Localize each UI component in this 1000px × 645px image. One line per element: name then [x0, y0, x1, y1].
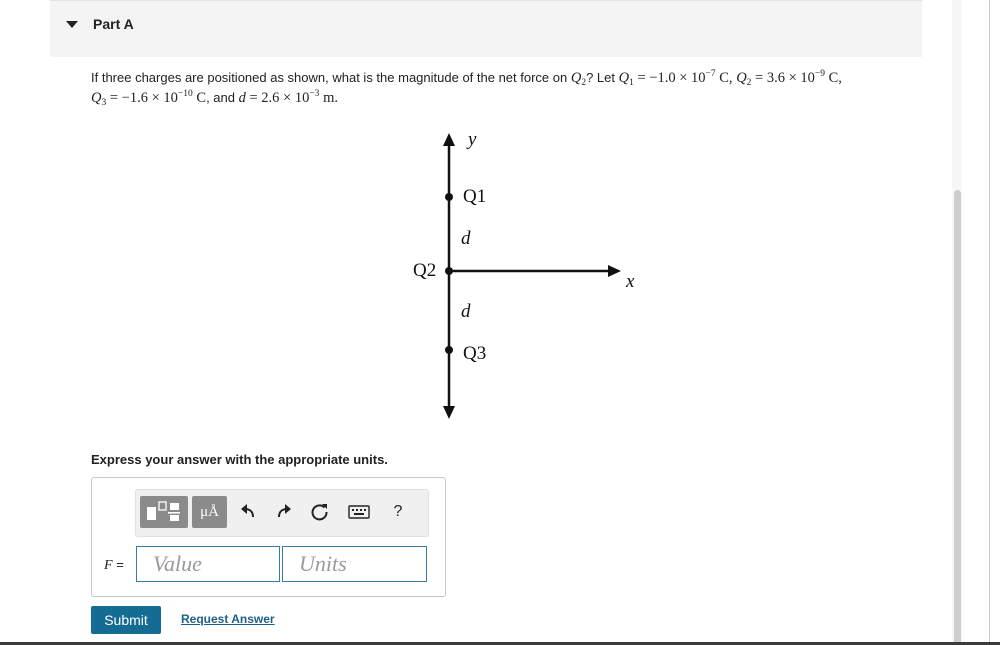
charge-q3-dot	[445, 346, 453, 354]
q2-label: Q2	[413, 260, 437, 281]
question-text: If three charges are positioned as shown, what is the magnitude of the net force on $Q_2$? Let $Q_1 = -1.0 \times 10^{-7}$ C, $Q_2 = 3.6 \times 10^{-9}$ C, $Q_3 = -1.6 \times 10^{-10}$ C, and $d = 2.6 \times 10^{-3}$ m.	[91, 69, 842, 108]
undo-icon[interactable]	[236, 496, 260, 528]
charge-q2-dot	[445, 267, 453, 275]
y-axis-arrow-up-icon	[443, 133, 455, 146]
submit-button[interactable]: Submit	[91, 606, 161, 634]
answer-variable: F =	[104, 557, 124, 573]
instruction-text: Express your answer with the appropriate units.	[91, 452, 388, 467]
caret-down-icon[interactable]	[66, 21, 78, 28]
units-input[interactable]	[282, 546, 427, 582]
charge-diagram	[400, 125, 660, 425]
page-edge-divider	[989, 0, 990, 645]
part-header[interactable]	[50, 1, 922, 57]
q1-label: Q1	[463, 186, 487, 207]
help-icon[interactable]: ?	[393, 503, 403, 520]
x-axis-label: x	[626, 271, 635, 292]
scrollbar-thumb[interactable]	[954, 190, 961, 645]
y-axis-arrow-down-icon	[443, 406, 455, 419]
math-toolbar	[135, 489, 429, 537]
d-label-lower: d	[461, 301, 471, 322]
x-axis-arrow-icon	[608, 265, 621, 277]
charge-q1-dot	[445, 193, 453, 201]
part-title: Part A	[93, 16, 134, 32]
value-input[interactable]	[136, 546, 280, 582]
answer-box	[91, 477, 446, 597]
templates-icon	[144, 500, 184, 524]
templates-button[interactable]	[140, 496, 188, 528]
y-axis-label: y	[468, 129, 477, 150]
redo-icon[interactable]	[272, 496, 296, 528]
keyboard-icon[interactable]	[347, 496, 371, 528]
units-button[interactable]: μÅ	[192, 496, 227, 528]
reset-icon[interactable]	[308, 496, 332, 528]
q3-label: Q3	[463, 343, 487, 364]
request-answer-link[interactable]: Request Answer	[181, 612, 275, 626]
d-label-upper: d	[461, 228, 471, 249]
